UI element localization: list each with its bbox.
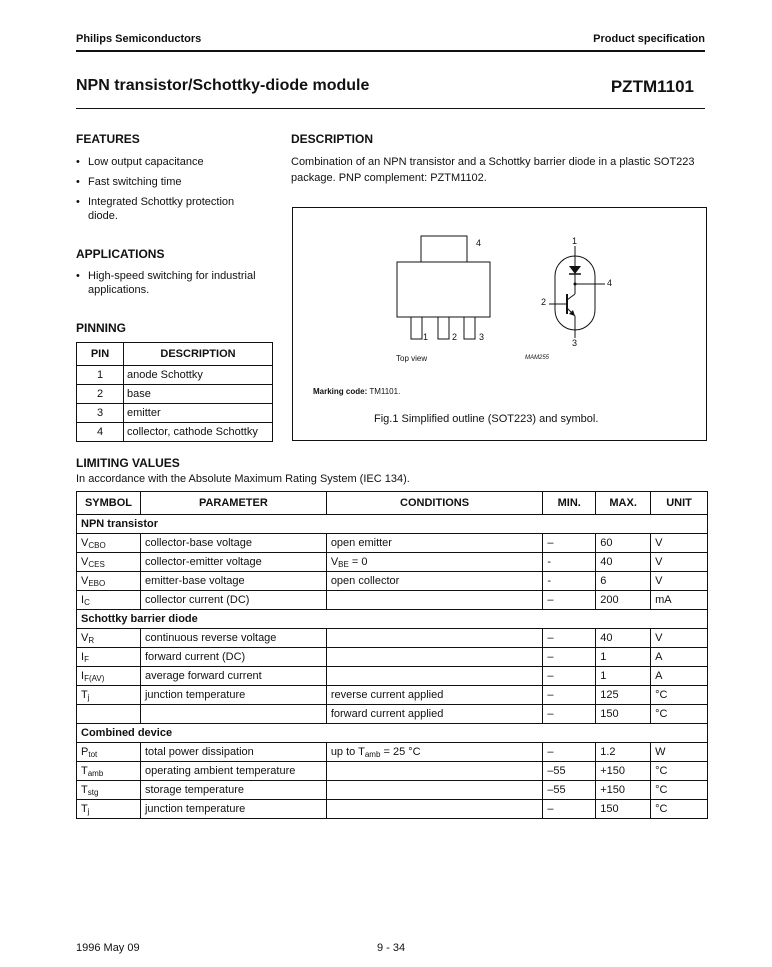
max-cell: 150 — [596, 705, 651, 724]
parameter-cell: junction temperature — [140, 800, 326, 819]
parameter-cell: average forward current — [140, 667, 326, 686]
figure-caption: Fig.1 Simplified outline (SOT223) and symbol. — [374, 413, 599, 425]
symbol-letter: I — [81, 650, 85, 663]
pin-description: anode Schottky — [124, 366, 273, 385]
symbol-letter: T — [81, 802, 88, 815]
unit-cell: V — [651, 553, 708, 572]
symbol-cell — [77, 781, 141, 800]
table-row — [77, 762, 708, 781]
description-column-header: DESCRIPTION — [124, 343, 273, 366]
group-name: NPN transistor — [77, 515, 708, 534]
min-cell: – — [543, 667, 596, 686]
symbol-letter: V — [81, 574, 89, 587]
conditions-cell — [326, 667, 543, 686]
unit-cell: °C — [651, 705, 708, 724]
conditions-cell — [326, 629, 543, 648]
unit-cell: °C — [651, 686, 708, 705]
table-row — [77, 385, 273, 404]
symbol-cell — [77, 762, 141, 781]
table-row — [77, 686, 708, 705]
parameter-column-header: PARAMETER — [140, 492, 326, 515]
unit-cell: W — [651, 743, 708, 762]
unit-cell: V — [651, 629, 708, 648]
description-text: Combination of an NPN transistor and a Schottky barrier diode in a plastic SOT223 package. PNP complement: PZTM1102. — [291, 156, 695, 184]
conditions-cell — [326, 648, 543, 667]
symbol-pin-label: 2 — [541, 297, 547, 307]
pinning-heading: PINNING — [76, 321, 127, 335]
page-title: NPN transistor/Schottky-diode module — [76, 77, 370, 94]
unit-column-header: UNIT — [651, 492, 708, 515]
feature-item: • Fast switching time — [76, 175, 266, 189]
pin-description: base — [124, 385, 273, 404]
outline-pin-label: 1 — [423, 332, 429, 342]
table-row — [77, 648, 708, 667]
features-heading: FEATURES — [76, 132, 140, 146]
condition-text: open emitter — [330, 536, 392, 549]
applications-heading: APPLICATIONS — [76, 247, 165, 261]
min-cell: – — [543, 629, 596, 648]
features-list — [76, 155, 266, 229]
table-row — [77, 629, 708, 648]
symbol-cell — [77, 572, 141, 591]
marking-code — [313, 387, 400, 396]
symbol-subscript: EBO — [88, 578, 106, 588]
group-row — [77, 515, 708, 534]
min-column-header: MIN. — [543, 492, 596, 515]
symbol-subscript: stg — [87, 787, 99, 797]
table-row — [77, 404, 273, 423]
max-cell: 150 — [596, 800, 651, 819]
symbol-subscript: F — [84, 654, 89, 664]
table-row — [77, 572, 708, 591]
conditions-cell — [326, 781, 543, 800]
symbol-subscript: CES — [88, 559, 105, 569]
condition-suffix: = 25 °C — [380, 745, 421, 758]
header-rule — [76, 50, 705, 52]
pin-number: 3 — [77, 404, 124, 423]
table-row — [77, 423, 273, 442]
max-cell: 1 — [596, 667, 651, 686]
table-row — [77, 591, 708, 610]
symbol-cell — [77, 534, 141, 553]
symbol-pin-label: 1 — [572, 236, 578, 246]
conditions-cell — [326, 686, 543, 705]
parameter-cell: junction temperature — [140, 686, 326, 705]
condition-suffix: = 0 — [348, 555, 368, 568]
parameter-cell: operating ambient temperature — [140, 762, 326, 781]
symbol-cell — [77, 591, 141, 610]
symbol-column-header: SYMBOL — [77, 492, 141, 515]
group-name: Combined device — [77, 724, 708, 743]
symbol-letter: V — [81, 631, 89, 644]
min-cell: – — [543, 648, 596, 667]
condition-text: V — [330, 555, 339, 568]
unit-cell: V — [651, 572, 708, 591]
table-row — [77, 534, 708, 553]
limiting-values-table — [76, 491, 708, 819]
parameter-cell: collector-base voltage — [140, 534, 326, 553]
parameter-cell: forward current (DC) — [140, 648, 326, 667]
symbol-cell — [77, 667, 141, 686]
pin-description: collector, cathode Schottky — [124, 423, 273, 442]
pin-column-header: PIN — [77, 343, 124, 366]
max-cell: 1 — [596, 648, 651, 667]
symbol-subscript: j — [87, 692, 90, 702]
min-cell: – — [543, 534, 596, 553]
footer-date: 1996 May 09 — [76, 942, 140, 954]
description-heading: DESCRIPTION — [291, 132, 374, 146]
unit-cell: A — [651, 648, 708, 667]
condition-text: forward current applied — [330, 707, 444, 720]
min-cell: –55 — [543, 762, 596, 781]
symbol-subscript: C — [84, 597, 90, 607]
table-row — [77, 781, 708, 800]
conditions-cell — [326, 572, 543, 591]
symbol-letter: P — [81, 745, 89, 758]
symbol-letter: T — [81, 783, 88, 796]
symbol-subscript: j — [87, 806, 90, 816]
unit-cell: °C — [651, 781, 708, 800]
unit-cell: °C — [651, 800, 708, 819]
drawing-code: MAM255 — [525, 355, 550, 361]
symbol-letter: I — [81, 593, 85, 606]
table-row — [77, 553, 708, 572]
company-name: Philips Semiconductors — [76, 33, 202, 45]
top-view-label: Top view — [396, 354, 428, 363]
outline-pin-label: 4 — [476, 238, 482, 248]
parameter-cell: continuous reverse voltage — [140, 629, 326, 648]
symbol-letter: T — [81, 764, 88, 777]
outline-pin-label: 2 — [452, 332, 458, 342]
symbol-letter: V — [81, 536, 89, 549]
max-cell: 40 — [596, 553, 651, 572]
symbol-cell — [77, 705, 141, 724]
condition-subscript: amb — [364, 749, 381, 759]
conditions-cell — [326, 762, 543, 781]
part-number: PZTM1101 — [610, 77, 694, 96]
doc-type: Product specification — [593, 33, 705, 45]
unit-cell: V — [651, 534, 708, 553]
unit-cell: °C — [651, 762, 708, 781]
condition-subscript: BE — [338, 559, 349, 569]
table-row — [77, 705, 708, 724]
conditions-cell — [326, 553, 543, 572]
max-column-header: MAX. — [596, 492, 651, 515]
parameter-cell: emitter-base voltage — [140, 572, 326, 591]
condition-text: up to T — [330, 745, 365, 758]
unit-cell: A — [651, 667, 708, 686]
min-cell: - — [543, 572, 596, 591]
max-cell: 200 — [596, 591, 651, 610]
feature-item: • Integrated Schottky protection diode. — [76, 195, 266, 223]
parameter-cell: collector-emitter voltage — [140, 553, 326, 572]
symbol-letter: V — [81, 555, 89, 568]
symbol-subscript: CBO — [88, 540, 106, 550]
conditions-cell — [326, 705, 543, 724]
parameter-cell: storage temperature — [140, 781, 326, 800]
symbol-cell — [77, 629, 141, 648]
symbol-cell — [77, 743, 141, 762]
parameter-cell: total power dissipation — [140, 743, 326, 762]
symbol-subscript: F(AV) — [84, 673, 105, 683]
max-cell: 6 — [596, 572, 651, 591]
table-row — [77, 743, 708, 762]
symbol-letter: I — [81, 669, 85, 682]
pin-number: 2 — [77, 385, 124, 404]
pin-number: 1 — [77, 366, 124, 385]
symbol-subscript: amb — [87, 768, 104, 778]
sot223-outline-and-symbol-drawing — [293, 208, 706, 440]
application-item: • High-speed switching for industrial applications. — [76, 269, 276, 297]
marking-code-value: TM1101. — [369, 387, 401, 396]
symbol-cell — [77, 553, 141, 572]
symbol-pin-label: 3 — [572, 338, 578, 348]
outline-pin-label: 3 — [479, 332, 485, 342]
pinning-table — [76, 342, 273, 442]
max-cell: 125 — [596, 686, 651, 705]
conditions-column-header: CONDITIONS — [326, 492, 543, 515]
min-cell: – — [543, 800, 596, 819]
conditions-cell — [326, 534, 543, 553]
feature-item: • Low output capacitance — [76, 155, 266, 169]
symbol-pin-label: 4 — [607, 278, 613, 288]
max-cell: 60 — [596, 534, 651, 553]
parameter-cell — [140, 705, 326, 724]
marking-code-label: Marking code: — [313, 387, 368, 396]
conditions-cell — [326, 800, 543, 819]
limiting-values-subtitle: In accordance with the Absolute Maximum Rating System (IEC 134). — [76, 473, 410, 485]
symbol-cell — [77, 686, 141, 705]
table-row — [77, 800, 708, 819]
symbol-cell — [77, 648, 141, 667]
parameter-cell: collector current (DC) — [140, 591, 326, 610]
pin-description: emitter — [124, 404, 273, 423]
group-name: Schottky barrier diode — [77, 610, 708, 629]
symbol-subscript: tot — [88, 749, 98, 759]
unit-cell: mA — [651, 591, 708, 610]
condition-text: reverse current applied — [330, 688, 444, 701]
min-cell: – — [543, 686, 596, 705]
applications-list — [76, 269, 276, 303]
limiting-values-heading: LIMITING VALUES — [76, 456, 180, 470]
symbol-letter: T — [81, 688, 88, 701]
min-cell: – — [543, 705, 596, 724]
footer-page-number: 9 - 34 — [377, 942, 406, 954]
min-cell: – — [543, 591, 596, 610]
table-row — [77, 667, 708, 686]
conditions-cell — [326, 743, 543, 762]
figure-box — [292, 207, 707, 441]
condition-text: open collector — [330, 574, 400, 587]
min-cell: - — [543, 553, 596, 572]
conditions-cell — [326, 591, 543, 610]
min-cell: –55 — [543, 781, 596, 800]
symbol-subscript: R — [88, 635, 95, 645]
max-cell: 1.2 — [596, 743, 651, 762]
table-row — [77, 366, 273, 385]
max-cell: +150 — [596, 762, 651, 781]
max-cell: 40 — [596, 629, 651, 648]
min-cell: – — [543, 743, 596, 762]
group-row — [77, 724, 708, 743]
symbol-cell — [77, 800, 141, 819]
group-row — [77, 610, 708, 629]
pin-number: 4 — [77, 423, 124, 442]
title-rule — [76, 108, 705, 109]
max-cell: +150 — [596, 781, 651, 800]
